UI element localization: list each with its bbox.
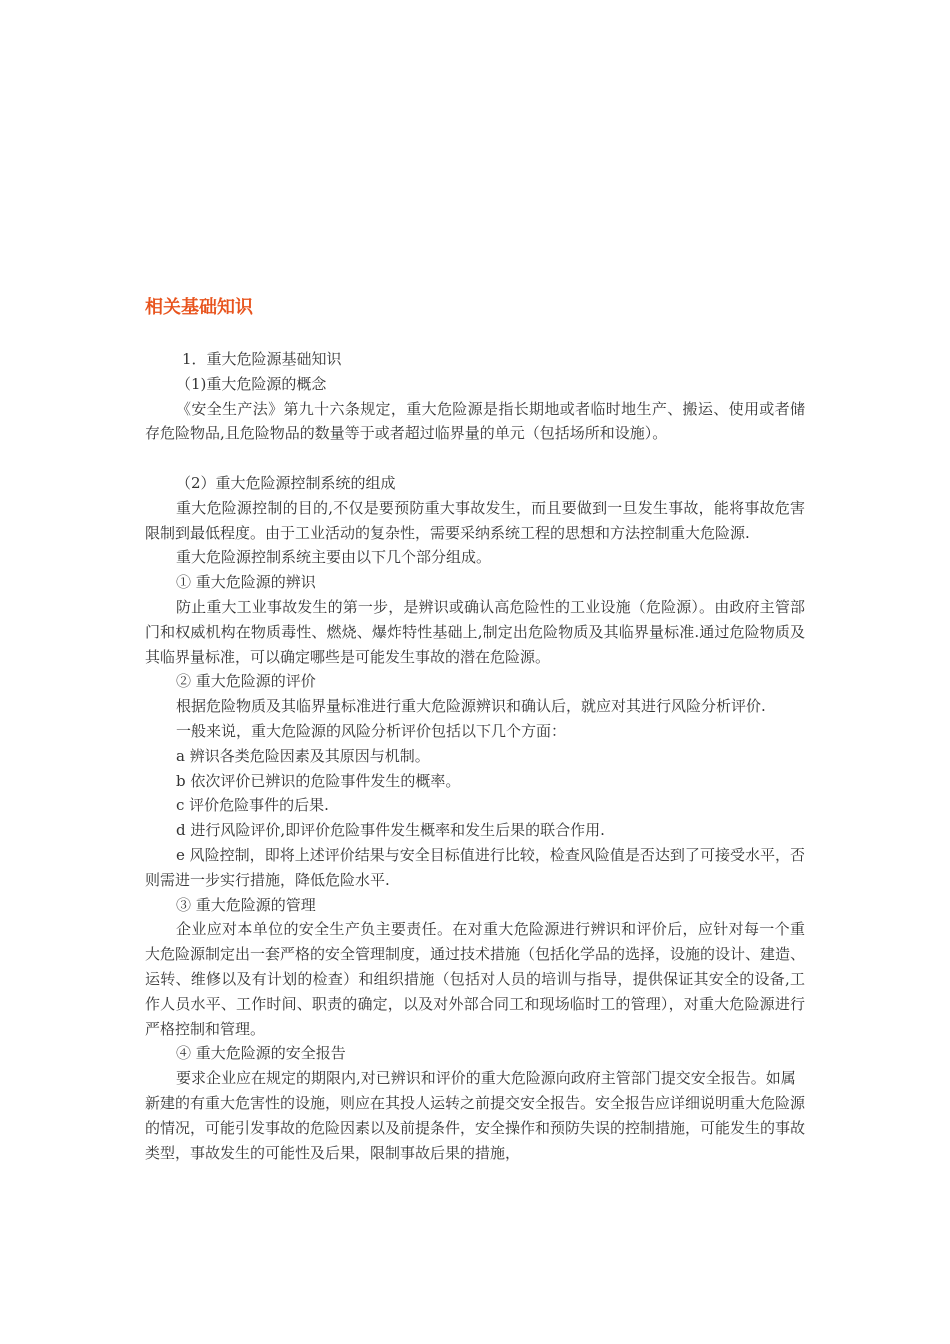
list-item: b 依次评价已辨识的危险事件发生的概率。 — [176, 771, 461, 790]
list-heading: ① 重大危险源的辨识 — [176, 573, 316, 592]
list-heading: ③ 重大危险源的管理 — [176, 895, 316, 914]
paragraph: 要求企业应在规定的期限内,对已辨识和评价的重大危险源向政府主管部门提交安全报告。如属新建的有重大危害性的设施，则应在其投人运转之前提交安全报告。安全报告应详细说明重大危险源的情况，可能引发事故的危险因素以及前提条件，安全操作和预防失误的控制措施，可能发生的事故类型，事故发生的可能性及后果，限制事故后果的措施， — [145, 1069, 806, 1162]
paragraph: 重大危险源控制的目的,不仅是要预防重大事故发生，而且要做到一旦发生事故，能将事故危害限制到最低程度。由于工业活动的复杂性，需要采纳系统工程的思想和方法控制重大危险源. — [145, 498, 805, 542]
list-heading: ④ 重大危险源的安全报告 — [176, 1044, 346, 1063]
list-item: a 辨识各类危险因素及其原因与机制。 — [176, 746, 430, 765]
paragraph: 防止重大工业事故发生的第一步，是辨识或确认高危险性的工业设施（危险源）。由政府主管部门和权威机构在物质毒性、燃烧、爆炸特性基础上,制定出危险物质及其临界量标准.通过危险物质及其临界量标准，可以确定哪些是可能发生事故的潜在危险源。 — [145, 597, 805, 666]
list-item: d 进行风险评价,即评价危险事件发生概率和发生后果的联合作用. — [176, 821, 605, 840]
paragraph: 根据危险物质及其临界量标准进行重大危险源辨识和确认后，就应对其进行风险分析评价. — [176, 697, 766, 716]
list-item: e 风险控制，即将上述评价结果与安全目标值进行比较，检查风险值是否达到了可接受水平，否则需进一步实行措施，降低危险水平. — [145, 845, 805, 889]
subsection-heading: （2）重大危险源控制系统的组成 — [176, 473, 396, 492]
list-item: c 评价危险事件的后果. — [176, 796, 329, 815]
document-title: 相关基础知识 — [145, 297, 253, 318]
blank-line — [145, 446, 805, 471]
section-heading: 1．重大危险源基础知识 — [182, 350, 342, 368]
paragraph: 《安全生产法》第九十六条规定，重大危险源是指长期地或者临时地生产、搬运、使用或者储存危险物品,且危险物品的数量等于或者超过临界量的单元（包括场所和设施）。 — [145, 399, 805, 443]
document-body — [145, 347, 805, 1165]
list-heading: ② 重大危险源的评价 — [176, 672, 316, 691]
paragraph: 一般来说，重大危险源的风险分析评价包括以下几个方面： — [176, 721, 567, 740]
paragraph: 重大危险源控制系统主要由以下几个部分组成。 — [176, 548, 492, 567]
paragraph: 企业应对本单位的安全生产负主要责任。在对重大危险源进行辨识和评价后，应针对每一个重大危险源制定出一套严格的安全管理制度，通过技术措施（包括化学品的选择，设施的设计、建造、运转、维修以及有计划的检查）和组织措施（包括对人员的培训与指导，提供保证其安全的设备,工作人员水平、工作时间、职责的确定，以及对外部合同工和现场临时工的管理），对重大危险源进行严格控制和管理。 — [145, 920, 806, 1038]
subsection-heading: （1)重大危险源的概念 — [176, 374, 327, 393]
